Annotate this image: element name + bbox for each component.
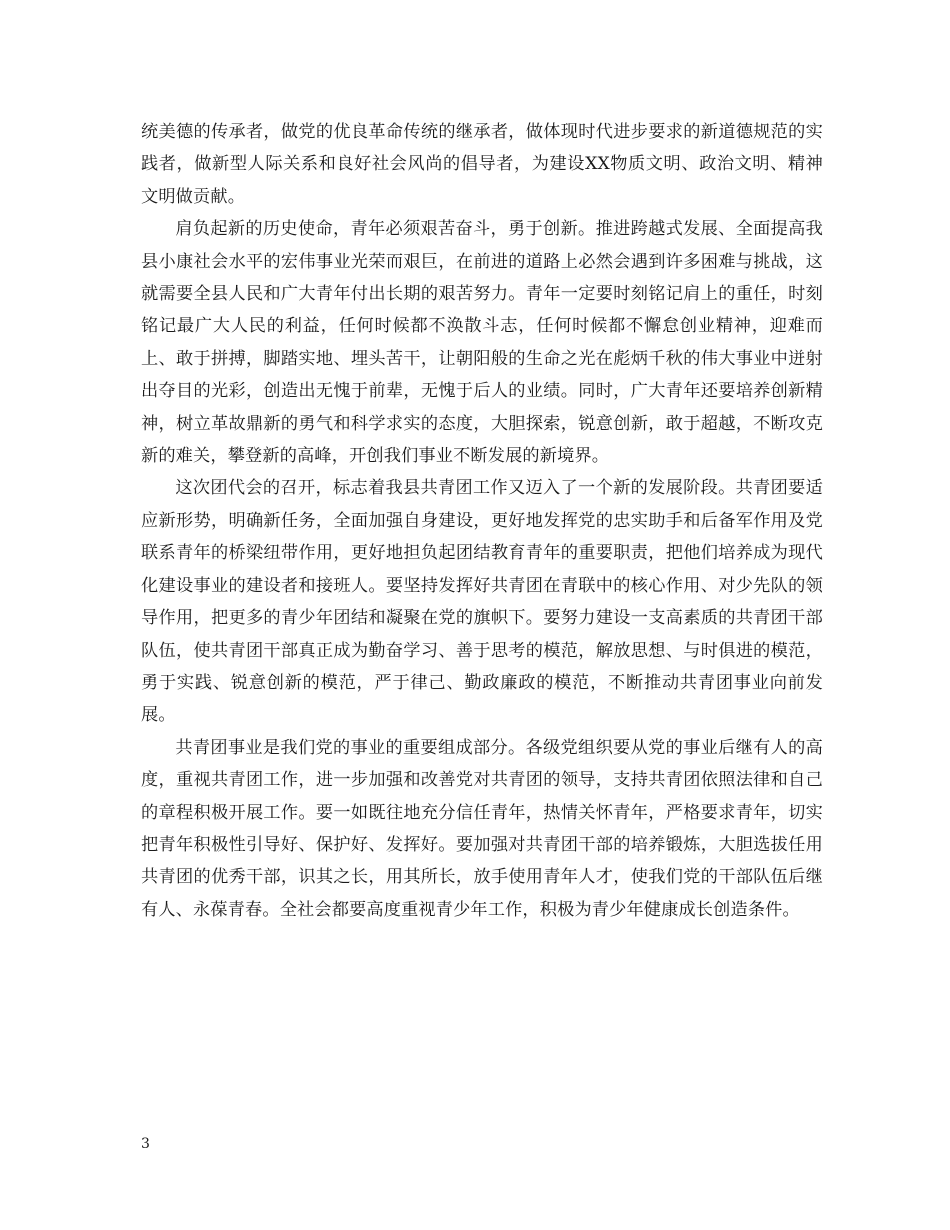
paragraph-4: 共青团事业是我们党的事业的重要组成部分。各级党组织要从党的事业后继有人的高度，重视共青团工作，进一步加强和改善党对共青团的领导，支持共青团依照法律和自己的章程积极开展工作。要一如既往地充分信任青年，热情关怀青年，严格要求青年，切实把青年积极性引导好、保护好、发挥好。要加强对共青团干部的培养锻炼，大胆选拔任用共青团的优秀干部，识其之长，用其所长，放手使用青年人才，使我们党的干部队伍后继有人、永葆青春。全社会都要高度重视青少年工作，积极为青少年健康成长创造条件。 <box>141 737 823 920</box>
paragraph-3: 这次团代会的召开，标志着我县共青团工作又迈入了一个新的发展阶段。共青团要适应新形势，明确新任务，全面加强自身建设，更好地发挥党的忠实助手和后备军作用及党联系青年的桥梁纽带作用，更好地担负起团结教育青年的重要职责，把他们培养成为现代化建设事业的建设者和接班人。要坚持发挥好共青团在青联中的核心作用、对少先队的领导作用，把更多的青少年团结和凝聚在党的旗帜下。要努力建设一支高素质的共青团干部队伍，使共青团干部真正成为勤奋学习、善于思考的模范，解放思想、与时俱进的模范，勇于实践、锐意创新的模范，严于律己、勤政廉政的模范，不断推动共青团事业向前发展。 <box>141 478 823 726</box>
document-body <box>141 116 823 926</box>
paragraph-2: 肩负起新的历史使命，青年必须艰苦奋斗，勇于创新。推进跨越式发展、全面提高我县小康社会水平的宏伟事业光荣而艰巨，在前进的道路上必然会遇到许多困难与挑战，这就需要全县人民和广大青年付出长期的艰苦努力。青年一定要时刻铭记肩上的重任，时刻铭记最广大人民的利益，任何时候都不涣散斗志，任何时候都不懈怠创业精神，迎难而上、敢于拼搏，脚踏实地、埋头苦干，让朝阳般的生命之光在彪炳千秋的伟大事业中迸射出夺目的光彩，创造出无愧于前辈，无愧于后人的业绩。同时，广大青年还要培养创新精神，树立革故鼎新的勇气和科学求实的态度，大胆探索，锐意创新，敢于超越，不断攻克新的难关，攀登新的高峰，开创我们事业不断发展的新境界。 <box>141 219 823 467</box>
paragraph-1: 统美德的传承者，做党的优良革命传统的继承者，做体现时代进步要求的新道德规范的实践者，做新型人际关系和良好社会风尚的倡导者，为建设XX物质文明、政治文明、精神文明做贡献。 <box>141 122 823 207</box>
page-number: 3 <box>141 1136 150 1152</box>
